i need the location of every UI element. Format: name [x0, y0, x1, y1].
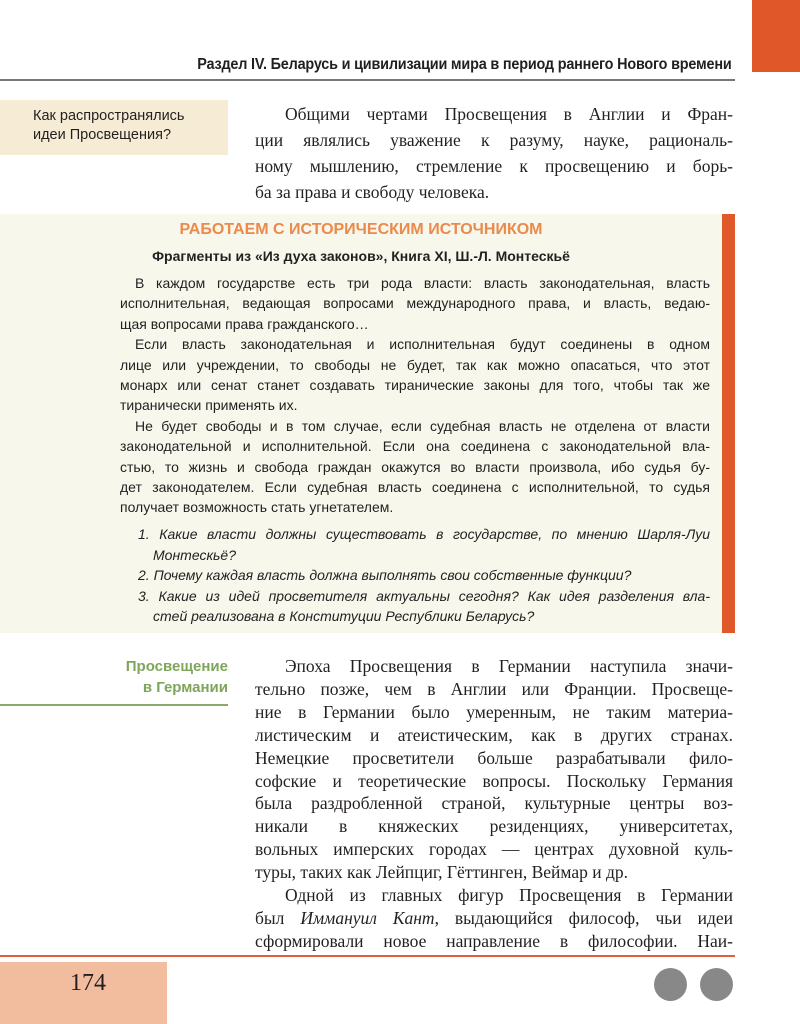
question-item: стей реализована в Конституции Республики Беларусь? — [153, 608, 535, 624]
question-line: Как распространялись — [33, 108, 185, 124]
corner-tab — [752, 0, 800, 72]
text-line: Эпоха Просвещения в Германии наступила значи- — [285, 656, 733, 676]
circle-icon — [654, 968, 687, 1001]
text-line: ному мышлению, стремление к просвещению и борь- — [255, 156, 733, 176]
source-title: РАБОТАЕМ С ИСТОРИЧЕСКИМ ИСТОЧНИКОМ — [179, 221, 543, 238]
section-heading-rule — [0, 704, 228, 706]
quote-line: Если власть законодательная и исполнительная будут соединены в одном — [135, 336, 710, 353]
quote-line: щая вопросами права гражданского… — [120, 315, 369, 332]
footer-rule — [0, 955, 735, 957]
text-line: ба за права и свободу человека. — [255, 182, 490, 202]
text-fragment: , выдающийся философ, чьи идеи — [434, 907, 733, 928]
quote-line: исполнительная, ведающая вопросами международного права, и власть, ведаю- — [120, 295, 710, 312]
heading-line: в Германии — [142, 679, 228, 696]
quote-line: В каждом государстве есть три рода власти: власть законодательная, власть — [135, 275, 710, 291]
text-line: Общими чертами Просвещения в Англии и Фран- — [285, 104, 733, 124]
text-line: была раздробленной страной, культурные центры воз- — [255, 793, 733, 814]
question-item: 3. Какие из идей просветителя актуальны сегодня? Как идея разделения вла- — [138, 587, 710, 604]
text-line: софские и теоретические вопросы. Поскольку Германия — [255, 770, 733, 791]
quote-line: лице или учреждении, то свободы не будет, так как можно опасаться, что этот — [120, 356, 710, 373]
text-line: Немецкие просветители больше разрабатывали фило- — [255, 747, 733, 768]
text-line: туры, таких как Лейпциг, Гёттинген, Веймар и др. — [255, 862, 629, 883]
source-accent-bar — [722, 214, 735, 633]
text-line: ции являлись уважение к разуму, науке, рациональ- — [255, 130, 733, 150]
text-line — [255, 907, 733, 930]
running-header: Раздел IV. Беларусь и цивилизации мира в период раннего Нового времени — [197, 56, 732, 73]
paragraph-germany — [255, 655, 733, 953]
text-line: листическим и атеистическим, как в других странах. — [255, 724, 733, 745]
quote-line: монарх или сенат станет создавать тиранические законы для того, чтобы так же — [120, 377, 710, 394]
question-item: 1. Какие власти должны существовать в государстве, по мнению Шарля-Луи — [138, 526, 710, 542]
quote-line: стью, то жизнь и свобода граждан окажутся во власти произвола, ибо судья бу- — [120, 458, 710, 475]
text-line: никали в княжеских резиденциях, университетах, — [255, 816, 733, 837]
source-questions — [138, 524, 710, 627]
quote-line: получает возможность стать угнетателем. — [120, 499, 394, 516]
person-name: Иммануил Кант — [300, 907, 435, 928]
text-line: сформировали новое направление в философии. Наи- — [255, 930, 733, 951]
question-line: идеи Просвещения? — [33, 127, 172, 143]
text-fragment: был — [255, 907, 301, 928]
quote-line: Не будет свободы и в том случае, если судебная власть не отделена от власти — [135, 417, 710, 434]
text-line: ние в Германии было умеренным, не таким материа- — [255, 701, 733, 722]
question-item: 2. Почему каждая власть должна выполнять свои собственные функции? — [138, 567, 632, 583]
text-line: вольных имперских городах — центрах духовной куль- — [255, 839, 733, 860]
quote-line: тиранически применять их. — [120, 397, 298, 414]
section-heading — [0, 656, 228, 698]
source-quote — [120, 273, 710, 518]
question-item: Монтескьё? — [153, 546, 236, 563]
text-line: Одной из главных фигур Просвещения в Германии — [285, 885, 733, 906]
quote-line: дет законодателем. Если судебная власть соединена с исполнительной, то судья — [120, 479, 710, 496]
text-line: тельно позже, чем в Англии или Франции. Просвеще- — [255, 678, 733, 699]
source-subtitle: Фрагменты из «Из духа законов», Книга XI, Ш.-Л. Монтескьё — [152, 248, 570, 264]
paragraph-1 — [255, 101, 733, 205]
margin-question — [0, 100, 228, 155]
page-number: 174 — [70, 970, 106, 996]
circle-icon — [700, 968, 733, 1001]
heading-line: Просвещение — [125, 658, 228, 675]
header-divider — [0, 79, 735, 81]
quote-line: законодательной и исполнительной. Если она соединена с законодательной вла- — [120, 438, 710, 455]
